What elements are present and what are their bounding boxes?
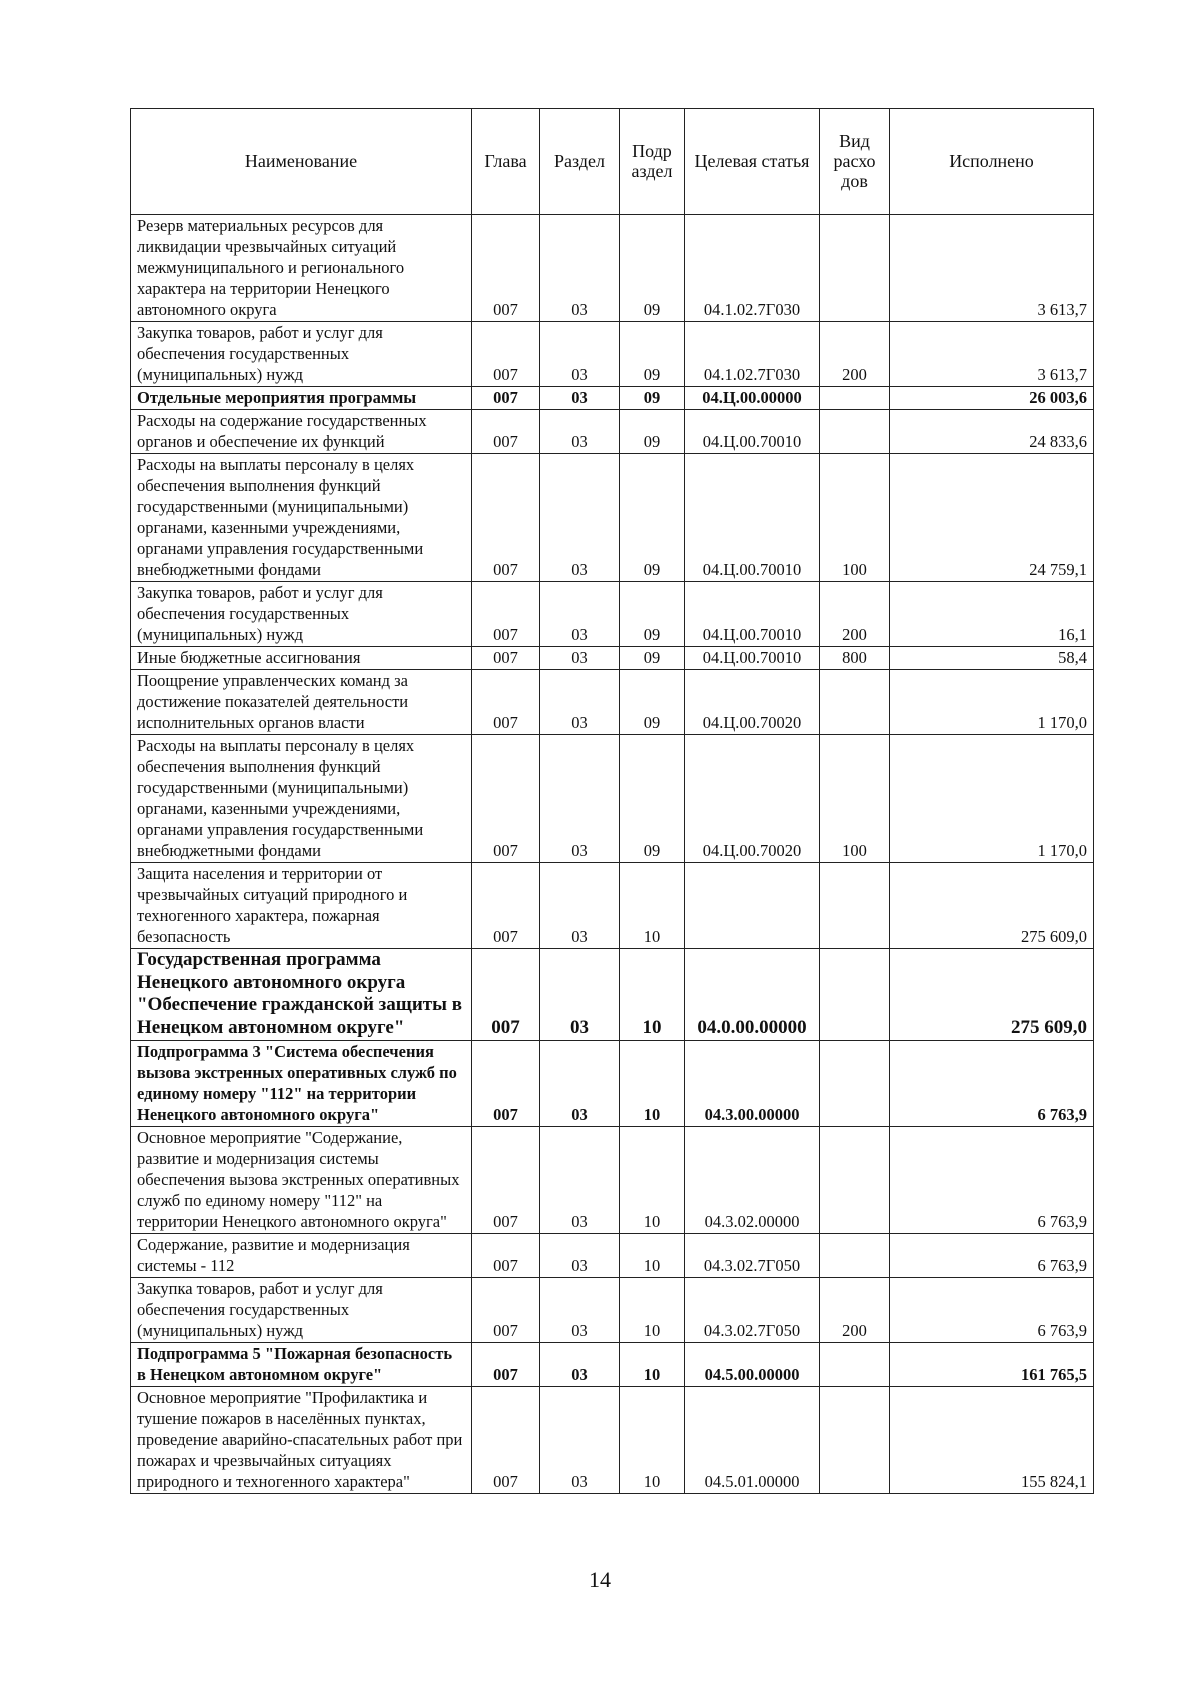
row-vid (820, 215, 890, 322)
table-row (131, 1343, 1094, 1387)
row-razdel: 03 (540, 454, 620, 582)
row-vid (820, 1343, 890, 1387)
row-ispolneno: 26 003,6 (890, 387, 1094, 410)
row-vid (820, 387, 890, 410)
row-name: Основное мероприятие "Содержание, развитие и модернизация системы обеспечения вызова экстренных оперативных служб по единому номеру "112" на территории Ненецкого автономного округа" (131, 1127, 472, 1234)
row-ispolneno: 16,1 (890, 582, 1094, 647)
row-podrazdel: 09 (620, 410, 685, 454)
row-razdel: 03 (540, 322, 620, 387)
row-podrazdel: 09 (620, 670, 685, 735)
row-celevaya (685, 863, 820, 949)
row-vid (820, 863, 890, 949)
row-ispolneno: 275 609,0 (890, 863, 1094, 949)
row-ispolneno: 1 170,0 (890, 670, 1094, 735)
row-name: Защита населения и территории от чрезвычайных ситуаций природного и техногенного характера, пожарная безопасность (131, 863, 472, 949)
row-razdel: 03 (540, 1278, 620, 1343)
row-ispolneno: 161 765,5 (890, 1343, 1094, 1387)
row-name: Отдельные мероприятия программы (131, 387, 472, 410)
row-podrazdel: 09 (620, 215, 685, 322)
row-podrazdel: 10 (620, 863, 685, 949)
row-celevaya: 04.Ц.00.70010 (685, 410, 820, 454)
row-glava: 007 (472, 647, 540, 670)
row-vid: 200 (820, 1278, 890, 1343)
row-podrazdel: 10 (620, 1278, 685, 1343)
row-vid (820, 670, 890, 735)
row-celevaya: 04.3.02.7Г050 (685, 1234, 820, 1278)
row-razdel: 03 (540, 387, 620, 410)
table-row (131, 454, 1094, 582)
table-row (131, 410, 1094, 454)
row-ispolneno: 1 170,0 (890, 735, 1094, 863)
row-name: Закупка товаров, работ и услуг для обеспечения государственных (муниципальных) нужд (131, 322, 472, 387)
row-name: Подпрограмма 3 "Система обеспечения вызова экстренных оперативных служб по единому номеру "112" на территории Ненецкого автономного округа" (131, 1041, 472, 1127)
row-glava: 007 (472, 1234, 540, 1278)
header-celevaya: Целевая статья (685, 109, 820, 215)
row-name: Содержание, развитие и модернизация системы - 112 (131, 1234, 472, 1278)
row-vid: 100 (820, 454, 890, 582)
row-podrazdel: 09 (620, 582, 685, 647)
header-glava: Глава (472, 109, 540, 215)
row-razdel: 03 (540, 949, 620, 1041)
table-row (131, 1127, 1094, 1234)
row-glava: 007 (472, 1127, 540, 1234)
row-celevaya: 04.1.02.7Г030 (685, 215, 820, 322)
row-razdel: 03 (540, 647, 620, 670)
row-vid: 100 (820, 735, 890, 863)
row-name: Расходы на выплаты персоналу в целях обеспечения выполнения функций государственными (муниципальными) органами, казенными учреждениями, органами управления государственными внебюджетными фондами (131, 454, 472, 582)
row-podrazdel: 09 (620, 322, 685, 387)
row-podrazdel: 10 (620, 949, 685, 1041)
row-name: Закупка товаров, работ и услуг для обеспечения государственных (муниципальных) нужд (131, 582, 472, 647)
row-glava: 007 (472, 949, 540, 1041)
row-podrazdel: 10 (620, 1343, 685, 1387)
header-ispolneno: Исполнено (890, 109, 1094, 215)
table-row (131, 735, 1094, 863)
row-podrazdel: 10 (620, 1041, 685, 1127)
table-row (131, 387, 1094, 410)
row-glava: 007 (472, 1278, 540, 1343)
table-row (131, 670, 1094, 735)
table-row (131, 582, 1094, 647)
header-name: Наименование (131, 109, 472, 215)
row-glava: 007 (472, 1387, 540, 1494)
table-header-row (131, 109, 1094, 215)
table-row (131, 1234, 1094, 1278)
row-razdel: 03 (540, 1041, 620, 1127)
row-ispolneno: 6 763,9 (890, 1234, 1094, 1278)
row-razdel: 03 (540, 863, 620, 949)
row-ispolneno: 24 833,6 (890, 410, 1094, 454)
table-row (131, 949, 1094, 1041)
row-vid (820, 1387, 890, 1494)
row-ispolneno: 3 613,7 (890, 215, 1094, 322)
row-razdel: 03 (540, 735, 620, 863)
header-vid: Вид расхо дов (820, 109, 890, 215)
table-row (131, 215, 1094, 322)
row-podrazdel: 10 (620, 1387, 685, 1494)
row-name: Расходы на выплаты персоналу в целях обеспечения выполнения функций государственными (муниципальными) органами, казенными учреждениями, органами управления государственными внебюджетными фондами (131, 735, 472, 863)
row-podrazdel: 09 (620, 454, 685, 582)
row-razdel: 03 (540, 670, 620, 735)
row-name: Закупка товаров, работ и услуг для обеспечения государственных (муниципальных) нужд (131, 1278, 472, 1343)
row-celevaya: 04.Ц.00.70020 (685, 670, 820, 735)
row-ispolneno: 6 763,9 (890, 1041, 1094, 1127)
header-podrazdel: Подр аздел (620, 109, 685, 215)
row-glava: 007 (472, 582, 540, 647)
table-row (131, 1387, 1094, 1494)
table-row (131, 1041, 1094, 1127)
row-celevaya: 04.0.00.00000 (685, 949, 820, 1041)
row-celevaya: 04.Ц.00.00000 (685, 387, 820, 410)
row-glava: 007 (472, 410, 540, 454)
row-glava: 007 (472, 863, 540, 949)
row-ispolneno: 155 824,1 (890, 1387, 1094, 1494)
row-razdel: 03 (540, 410, 620, 454)
row-razdel: 03 (540, 582, 620, 647)
row-ispolneno: 6 763,9 (890, 1278, 1094, 1343)
row-celevaya: 04.5.01.00000 (685, 1387, 820, 1494)
row-celevaya: 04.3.02.7Г050 (685, 1278, 820, 1343)
row-celevaya: 04.Ц.00.70010 (685, 582, 820, 647)
row-vid: 200 (820, 322, 890, 387)
row-ispolneno: 24 759,1 (890, 454, 1094, 582)
row-vid (820, 1234, 890, 1278)
row-glava: 007 (472, 215, 540, 322)
row-ispolneno: 3 613,7 (890, 322, 1094, 387)
row-razdel: 03 (540, 1234, 620, 1278)
table-row (131, 863, 1094, 949)
row-celevaya: 04.Ц.00.70020 (685, 735, 820, 863)
row-podrazdel: 09 (620, 387, 685, 410)
budget-table (130, 108, 1094, 1494)
row-celevaya: 04.1.02.7Г030 (685, 322, 820, 387)
row-name: Подпрограмма 5 "Пожарная безопасность в Ненецком автономном округе" (131, 1343, 472, 1387)
row-ispolneno: 275 609,0 (890, 949, 1094, 1041)
row-podrazdel: 09 (620, 647, 685, 670)
table-row (131, 322, 1094, 387)
row-vid (820, 949, 890, 1041)
row-podrazdel: 10 (620, 1234, 685, 1278)
row-razdel: 03 (540, 215, 620, 322)
table-row (131, 647, 1094, 670)
row-celevaya: 04.3.00.00000 (685, 1041, 820, 1127)
row-celevaya: 04.5.00.00000 (685, 1343, 820, 1387)
row-name: Иные бюджетные ассигнования (131, 647, 472, 670)
row-podrazdel: 09 (620, 735, 685, 863)
row-vid: 800 (820, 647, 890, 670)
row-celevaya: 04.Ц.00.70010 (685, 647, 820, 670)
table-row (131, 1278, 1094, 1343)
row-glava: 007 (472, 1343, 540, 1387)
row-vid (820, 1041, 890, 1127)
row-glava: 007 (472, 670, 540, 735)
row-ispolneno: 6 763,9 (890, 1127, 1094, 1234)
row-glava: 007 (472, 454, 540, 582)
row-razdel: 03 (540, 1127, 620, 1234)
row-name: Расходы на содержание государственных органов и обеспечение их функций (131, 410, 472, 454)
row-podrazdel: 10 (620, 1127, 685, 1234)
row-glava: 007 (472, 322, 540, 387)
row-glava: 007 (472, 387, 540, 410)
row-vid (820, 410, 890, 454)
row-celevaya: 04.3.02.00000 (685, 1127, 820, 1234)
row-ispolneno: 58,4 (890, 647, 1094, 670)
row-name: Поощрение управленческих команд за достижение показателей деятельности исполнительных органов власти (131, 670, 472, 735)
row-name: Основное мероприятие "Профилактика и тушение пожаров в населённых пунктах, проведение аварийно-спасательных работ при пожарах и чрезвычайных ситуациях природного и техногенного характера" (131, 1387, 472, 1494)
row-vid: 200 (820, 582, 890, 647)
row-name: Резерв материальных ресурсов для ликвидации чрезвычайных ситуаций межмуниципального и регионального характера на территории Ненецкого автономного округа (131, 215, 472, 322)
row-name: Государственная программа Ненецкого автономного округа "Обеспечение гражданской защиты в Ненецком автономном округе" (131, 949, 472, 1041)
row-glava: 007 (472, 735, 540, 863)
row-razdel: 03 (540, 1387, 620, 1494)
header-razdel: Раздел (540, 109, 620, 215)
page-number: 14 (589, 1567, 611, 1592)
row-celevaya: 04.Ц.00.70010 (685, 454, 820, 582)
row-glava: 007 (472, 1041, 540, 1127)
row-razdel: 03 (540, 1343, 620, 1387)
row-vid (820, 1127, 890, 1234)
